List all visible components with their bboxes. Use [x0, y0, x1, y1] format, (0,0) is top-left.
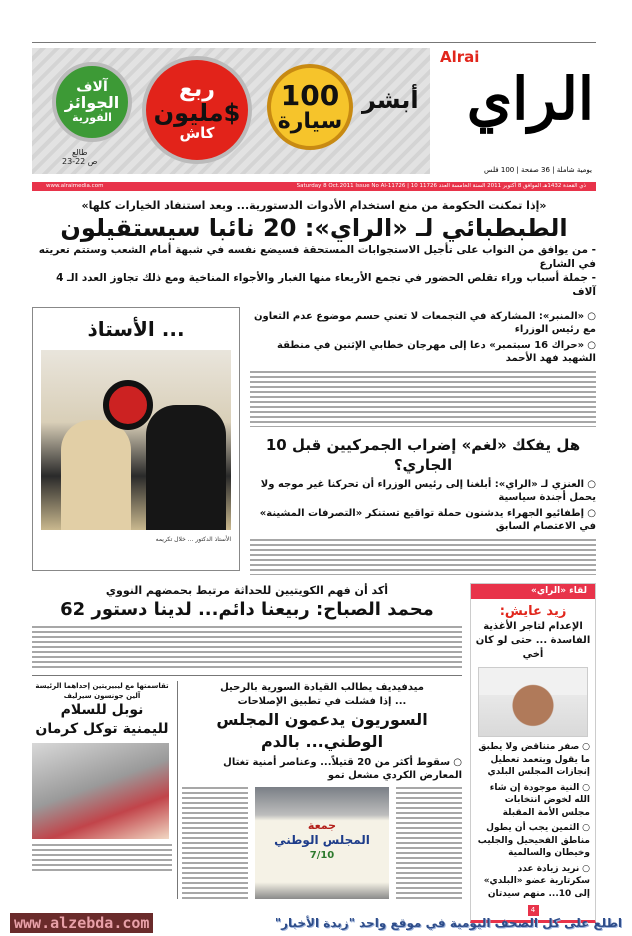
bottom-stories	[32, 681, 462, 899]
sidebar-bullet: ○ نريد زيادة عدد سكرتارية عضو «البلدي» إلى 10... منهم سيدتان	[476, 863, 590, 901]
lead-kicker: «إذا تمكنت الحكومة من منع استخدام الأدوات الدستورية... وبعد استنفاد الخيارات كلها»	[81, 199, 547, 212]
prizes-mid: الجوائز	[64, 93, 120, 113]
sabah-headline[interactable]: محمد الصباح: ربيعنا دائم... لدينا دستور 62	[60, 599, 434, 620]
sidebar-bullet: ○ الثمين يجب أن يطول مناطق الفحيحيل والجليب وخيطان والسالمية	[476, 822, 590, 860]
top-rule	[32, 42, 596, 43]
lead-column	[250, 307, 596, 575]
syria-body	[182, 787, 462, 899]
sidebar-bullet: ○ النية موجودة إن شاء الله لخوض انتخابات مجلس الأمة المقبلة	[476, 782, 590, 820]
sign-line-3: 7/10	[309, 849, 335, 861]
photo-box	[32, 307, 240, 571]
lead-headline[interactable]: الطبطبائي لـ «الراي»: 20 نائبا سيستقيلون	[60, 214, 568, 242]
sidebar-bullets	[471, 741, 595, 900]
cash-mid: مليون$	[153, 99, 241, 128]
prizes-top: آلاف	[76, 79, 108, 96]
customs-bullet: ○ العنزي لـ «الراي»: أبلغنا إلى رئيس الوزراء أن تحركنا غير موجه ولا يحمل أجندة سياسية	[250, 478, 596, 504]
nobel-story	[32, 681, 172, 872]
nobel-headline[interactable]: نوبل للسلام	[60, 702, 144, 718]
nobel-headline-2[interactable]: لليمنية توكل كرمان	[35, 721, 169, 737]
lead-body-text	[250, 371, 596, 427]
dateline-ar: 10 ذي القعدة 1432هـ الموافق 8 أكتوبر 2011 السنة الخامسة العدد 11726	[410, 183, 586, 189]
nobel-body-text	[32, 844, 172, 872]
customs-headline[interactable]: هل يفكك «لغم» إضراب الجمركيين قبل 10 الجاري؟	[265, 436, 581, 474]
photo-box-title: ... الأستاذ	[87, 317, 185, 341]
interviewee-name: زيد عايش:	[499, 604, 567, 619]
column-divider	[177, 681, 178, 899]
main-content	[32, 198, 596, 923]
lead-row	[32, 307, 596, 575]
logo-en: Alrai	[440, 48, 480, 66]
cars-badge	[267, 64, 353, 150]
footer-website[interactable]: www.alzebda.com	[10, 913, 153, 933]
dateline: Saturday 8 Oct.2011 Issue No Al-11726 | 10 ذي القعدة 1432هـ الموافق 8 أكتوبر 2011 السنة الخامسة العدد 11726	[296, 183, 586, 189]
prizes-badge	[52, 62, 132, 142]
syria-bullet: ○ سقوط أكثر من 20 قتيلاً... وعناصر أمنية تغتال المعارض الكردي مشعل تمو	[182, 756, 462, 782]
footer-message: اطلع على كل الصحف اليومية في موقع واحد "زبدة الأخبار"	[274, 916, 622, 930]
cars-number: 100	[280, 78, 340, 112]
sidebar-bullet: ○ صفر متناقض ولا يطبق ما يقول ويتعمد تعطيل إنجازات المجلس البلدي	[476, 741, 590, 779]
cash-top: ربع	[179, 76, 215, 102]
photo-caption: الأستاذ الدكتور ... خلال تكريمه	[155, 536, 231, 543]
syria-body-text	[182, 787, 248, 899]
sign-line-1: جمعة	[307, 819, 337, 832]
sidebar-section-label: لقاء «الراي»	[471, 584, 595, 599]
sabah-body-text	[32, 626, 462, 670]
lead-deck: - جملة أسباب وراء تقلص الحضور في تجمع الأربعاء منها الغبار والأجواء المناخية ومع ذلك تجاوز العدد الـ 4 آلاف	[56, 272, 596, 298]
nobel-kicker: تقاسمتها مع ليبيريتين إحداهما الرئيسة آلين جونسون سيرليف	[35, 682, 169, 700]
interview-quote[interactable]: الإعدام لتاجر الأغذية الفاسدة ... حتى لو كان أخي	[475, 621, 591, 660]
masthead-logo	[436, 48, 596, 176]
cars-label: سيارة	[277, 109, 343, 135]
sign-line-2: المجلس الوطني	[274, 833, 370, 848]
prizes-bottom: الفورية	[72, 110, 112, 124]
ceremony-photo	[41, 350, 231, 530]
protest-sign	[263, 819, 381, 862]
footer-ad[interactable]	[0, 910, 632, 936]
pages-ref	[62, 148, 97, 166]
syria-kicker: ميدفيديف يطالب القيادة السورية بالرحيل	[220, 682, 424, 693]
dateline-en: Saturday 8 Oct.2011 Issue No Al-11726	[296, 183, 406, 189]
interviewee-photo	[478, 667, 588, 737]
syria-kicker-2: ... إذا فشلت في تطبيق الإصلاحات	[237, 696, 407, 707]
customs-bullet: ○ إطفائيو الجهراء يدشنون حملة تواقيع تستنكر «التصرفات المشينة» في الاعتصام السابق	[250, 507, 596, 533]
lead-bullet: ○ «حراك 16 سبتمبر» دعا إلى مهرجان خطابي الإثنين في منطقة الشهيد فهد الأحمد	[250, 339, 596, 365]
website-link[interactable]: www.alraimedia.com	[46, 183, 104, 189]
lead-bullet: ○ «المنبر»: المشاركة في التجمعات لا تعني حسم موضوع عدم التعاون مع رئيس الوزراء	[250, 310, 596, 336]
syria-body-text-2	[396, 787, 462, 899]
cash-bottom: كاش	[179, 124, 215, 143]
absher-text: أبشر	[362, 86, 419, 114]
dateline-bar	[32, 182, 596, 191]
promo-banner[interactable]	[32, 48, 430, 174]
pages-label: طالع	[71, 148, 88, 157]
interview-sidebar	[470, 583, 596, 923]
lower-left	[32, 583, 462, 899]
syria-protest-photo	[255, 787, 389, 899]
syria-story	[182, 681, 462, 899]
lead-deck: - من يوافق من النواب على تأجيل الاستجوابات المستحقة فسيضع نفسه في شبهة أمام الشعب وستتم تعريته في الشارع	[38, 244, 596, 270]
lower-row	[32, 583, 596, 923]
divider	[32, 675, 462, 676]
pages-value: ص 22-23	[62, 157, 98, 167]
emblem	[103, 380, 153, 430]
logo-ar: الراي	[466, 65, 594, 133]
sabah-kicker: أكد أن فهم الكويتيين للحداثة مرتبط بحمضهم النووي	[105, 584, 389, 597]
syria-headline[interactable]: السوريون يدعمون المجلس الوطني... بالدم	[216, 710, 428, 751]
customs-body-text	[250, 539, 596, 575]
page-number: 4	[528, 905, 539, 916]
masthead-sub: يومية شاملة | 36 صفحة | 100 فلس	[484, 166, 592, 174]
nobel-photo	[32, 743, 169, 839]
cash-badge	[142, 56, 252, 164]
